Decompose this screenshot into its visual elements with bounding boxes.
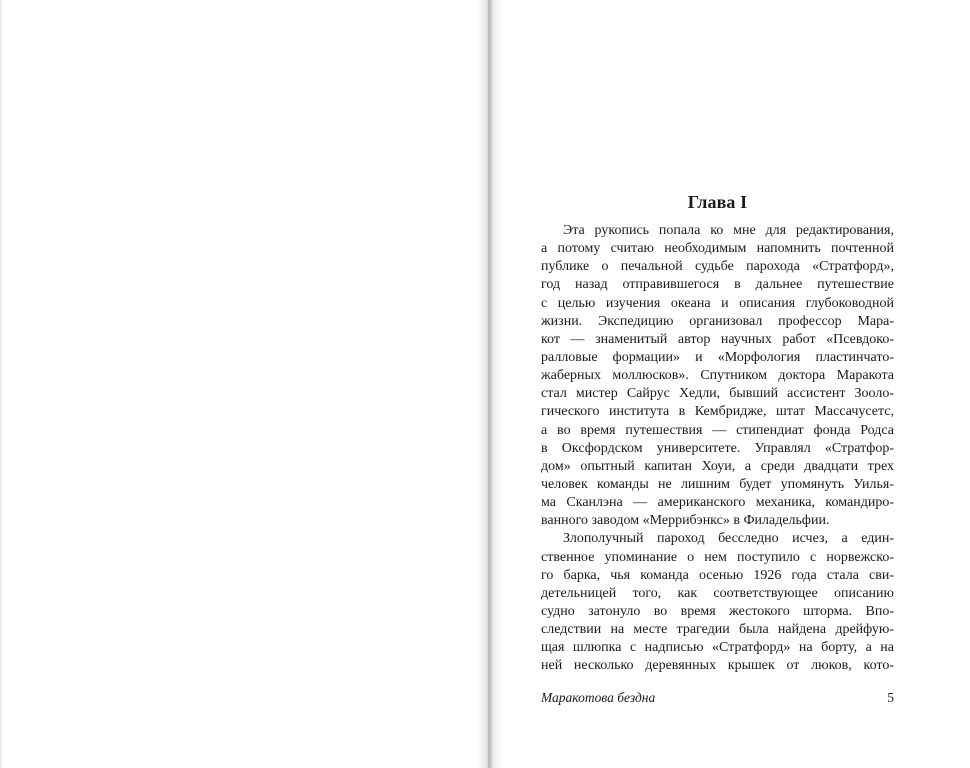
page-text-block: [541, 190, 894, 676]
text-line: гического института в Кембридже, штат Массачусетс,: [541, 404, 894, 420]
page-number: 5: [887, 690, 894, 705]
text-line: щая шлюпка с надписью «Стратфорд» на борту, а на: [541, 640, 894, 656]
text-line: а во время путешествия — стипендиат фонда Родса: [541, 422, 894, 438]
text-line: публике о печальной судьбе парохода «Стратфорд»,: [541, 259, 894, 275]
text-line: жаберных моллюсков». Спутником доктора Маракота: [541, 368, 894, 384]
text-line: ралловые формации» и «Морфология пластинчато-: [541, 349, 894, 365]
text-line: судно затонуло во время жестокого шторма. Впо-: [541, 603, 894, 619]
running-title: Маракотова бездна: [541, 690, 656, 705]
text-line: дом» опытный капитан Хоуи, а среди двадцати трех: [541, 458, 894, 474]
body-paragraphs: [541, 222, 894, 676]
text-line: стал мистер Сайрус Хедли, бывший ассистент Зооло-: [541, 386, 894, 402]
text-line: детельницей того, как соответствующее описанию: [541, 585, 894, 601]
text-line: год назад отправившегося в дальнее путешествие: [541, 277, 894, 293]
paragraph: [541, 530, 894, 675]
text-line: а потому считаю необходимым напомнить почтенной: [541, 241, 894, 257]
page-footer: [541, 689, 894, 707]
chapter-title: Глава I: [687, 192, 748, 212]
paragraph: [541, 222, 894, 530]
book-gutter-shadow: [478, 0, 504, 768]
text-line: следствии на месте трагедии была найдена дрейфую-: [541, 622, 894, 638]
text-line: ственное упоминание о нем поступило с норвежско-: [541, 549, 894, 565]
text-line: жизни. Экспедицию организовал профессор Мара-: [541, 313, 894, 329]
text-line: кот — знаменитый автор научных работ «Псевдоко-: [541, 331, 894, 347]
text-line: ма Сканлэна — американского механика, командиро-: [541, 495, 894, 511]
text-line: с целью изучения океана и описания глубоководной: [541, 295, 894, 311]
text-line: го барка, чья команда осенью 1926 года стала сви-: [541, 567, 894, 583]
text-line: человек команды не лишним будет упомянуть Уилья-: [541, 476, 894, 492]
text-line: Эта рукопись попала ко мне для редактирования,: [563, 223, 894, 238]
text-line: ванного заводом «Меррибэнкс» в Филадельфии.: [541, 513, 830, 529]
left-page-edge: [0, 0, 3, 768]
text-line: ней несколько деревянных крышек от люков, кото-: [541, 658, 894, 674]
text-line: в Оксфордском университете. Управлял «Стратфор-: [541, 440, 894, 456]
right-page: [486, 0, 970, 768]
text-line: Злополучный пароход бесследно исчез, а един-: [563, 531, 894, 547]
